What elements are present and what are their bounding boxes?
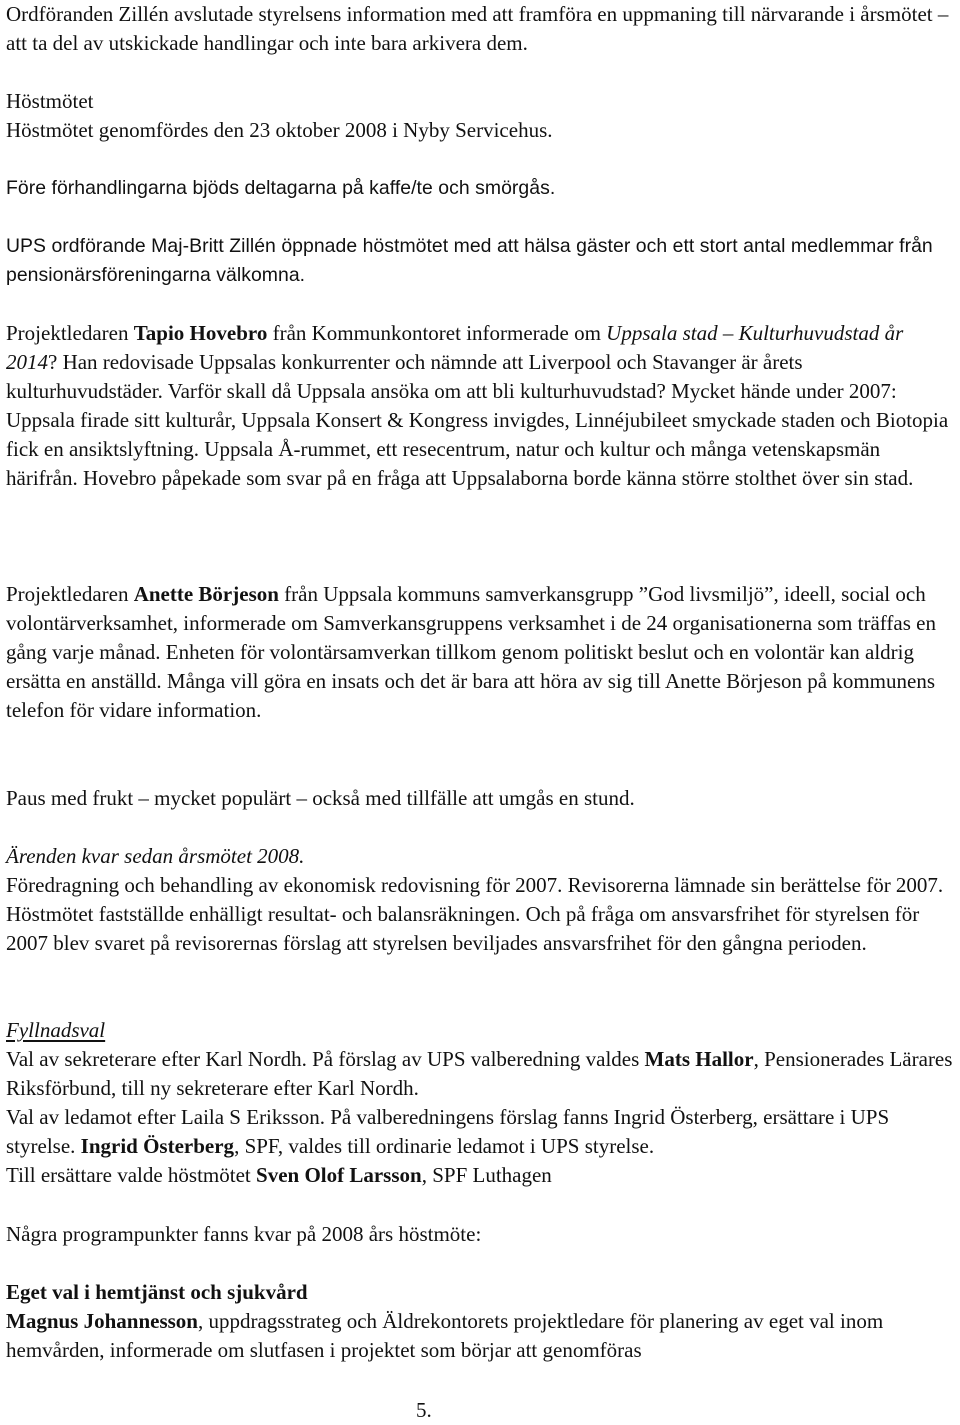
arenden-text: Föredragning och behandling av ekonomisk redovisning för 2007. Revisorerna lämnade sin berättelse för 2007. Höstmötet fastställde enhälligt resultat- och balansräkningen. Och på fråga om ansvarsfrihet för styrelsen för 2007 blev svaret på revisorernas förslag att styrelsen beviljades ansvarsfrihet för den gångna perioden. (6, 873, 944, 955)
hostmotet-section (6, 87, 956, 145)
tapio-text (6, 319, 956, 493)
mats-hallor-name: Mats Hallor (644, 1047, 754, 1071)
ingrid-osterberg-name: Ingrid Österberg (80, 1134, 235, 1158)
paus-text: Paus med frukt – mycket populärt – också med tillfälle att umgås en stund. (6, 786, 635, 810)
tapio-mid: från Kommunkontoret informerade om (267, 321, 607, 345)
fyllnadsval-line2-pre: Val av ledamot efter Laila S Eriksson. På valberedningens förslag fanns Ingrid Österberg, ersättare i UPS styrelse. (6, 1105, 890, 1158)
eget-val-heading (6, 1278, 956, 1307)
ups-opening-text: UPS ordförande Maj-Britt Zillén öppnade höstmötet med att hälsa gäster och ett stort antal medlemmar från pensionärsföreningarna välkomna. (6, 235, 933, 286)
fyllnadsval-line1-rest: , Pensionerades Lärares Riksförbund, till ny sekreterare efter Karl Nordh. (6, 1047, 953, 1100)
fyllnadsval-heading-text: Fyllnadsval (6, 1018, 106, 1042)
anette-rest: från Uppsala kommuns samverkansgrupp ”God livsmiljö”, ideell, social och volontärverksamhet, informerade om Samverkansgruppens verksamhet i de 24 organisationerna som träffas en gång varje månad. Enheten för volontärsamverkan tillkom genom politiskt beslut och en volontär kan aldrig ersätta en anställd. Många vill göra en insats och det är bara att höra av sig till Anette Börjeson på kommunens telefon för vidare information. (6, 582, 936, 722)
fyllnadsval-line3-pre: Till ersättare valde höstmötet (6, 1163, 257, 1187)
arenden-heading (6, 842, 956, 871)
anette-paragraph (6, 580, 956, 725)
hostmotet-heading: Höstmötet (6, 89, 94, 113)
eget-val-section (6, 1278, 956, 1365)
program-paragraph (6, 1220, 956, 1249)
sven-olof-larsson-name: Sven Olof Larsson (256, 1163, 422, 1187)
tapio-title: Uppsala stad – Kulturhuvudstad år 2014 (6, 321, 904, 374)
tapio-pre: Projektledaren (6, 321, 134, 345)
kaffe-paragraph (6, 174, 956, 203)
tapio-name: Tapio Hovebro (133, 321, 268, 345)
fyllnadsval-line3 (6, 1161, 956, 1190)
magnus-johannesson-name: Magnus Johannesson (6, 1309, 198, 1333)
page-number: 5. (416, 1398, 432, 1422)
eget-val-rest: , uppdragsstrateg och Äldrekontorets projektledare för planering av eget val inom hemvården, informerade om slutfasen i projektet som börjar att genomföras (6, 1309, 884, 1362)
arenden-heading-text: Ärenden kvar sedan årsmötet 2008. (6, 844, 305, 868)
intro-paragraph (6, 0, 956, 58)
paus-paragraph (6, 784, 956, 813)
fyllnadsval-line3-rest: , SPF Luthagen (421, 1163, 552, 1187)
tapio-paragraph (6, 319, 956, 493)
anette-text (6, 580, 956, 725)
eget-val-heading-text: Eget val i hemtjänst och sjukvård (6, 1280, 308, 1304)
arenden-section (6, 842, 956, 958)
ups-opening-paragraph (6, 232, 956, 290)
fyllnadsval-line2 (6, 1103, 956, 1161)
anette-pre: Projektledaren (6, 582, 134, 606)
fyllnadsval-line2-rest: , SPF, valdes till ordinarie ledamot i UPS styrelse. (234, 1134, 655, 1158)
eget-val-text (6, 1307, 956, 1365)
fyllnadsval-line1-pre: Val av sekreterare efter Karl Nordh. På förslag av UPS valberedning valdes (6, 1047, 645, 1071)
tapio-rest: ? Han redovisade Uppsalas konkurrenter och nämnde att Liverpool och Stavanger är årets kulturhuvudstäder. Varför skall då Uppsala ansöka om att bli kulturhuvudstad? Mycket hände under 2007: Uppsala firade sitt kulturår, Uppsala Konsert & Kongress invigdes, Linnéjubileet smyckade staden och Biotopia fick en ansiktslyftning. Uppsala Å-rummet, ett resecentrum, natur och kultur och många vetenskapsmän härifrån. Hovebro påpekade som svar på en fråga att Uppsalaborna borde känna större stolthet över sin stad. (6, 350, 949, 490)
fyllnadsval-heading (6, 1016, 956, 1045)
fyllnadsval-section (6, 1016, 956, 1190)
hostmotet-text: Höstmötet genomfördes den 23 oktober 2008 i Nyby Servicehus. (6, 118, 553, 142)
fyllnadsval-line1 (6, 1045, 956, 1103)
program-text: Några programpunkter fanns kvar på 2008 års höstmöte: (6, 1222, 482, 1246)
intro-text: Ordföranden Zillén avslutade styrelsens information med att framföra en uppmaning till närvarande i årsmötet – att ta del av utskickade handlingar och inte bara arkivera dem. (6, 2, 949, 55)
kaffe-text: Före förhandlingarna bjöds deltagarna på kaffe/te och smörgås. (6, 177, 556, 199)
anette-name: Anette Börjeson (133, 582, 279, 606)
